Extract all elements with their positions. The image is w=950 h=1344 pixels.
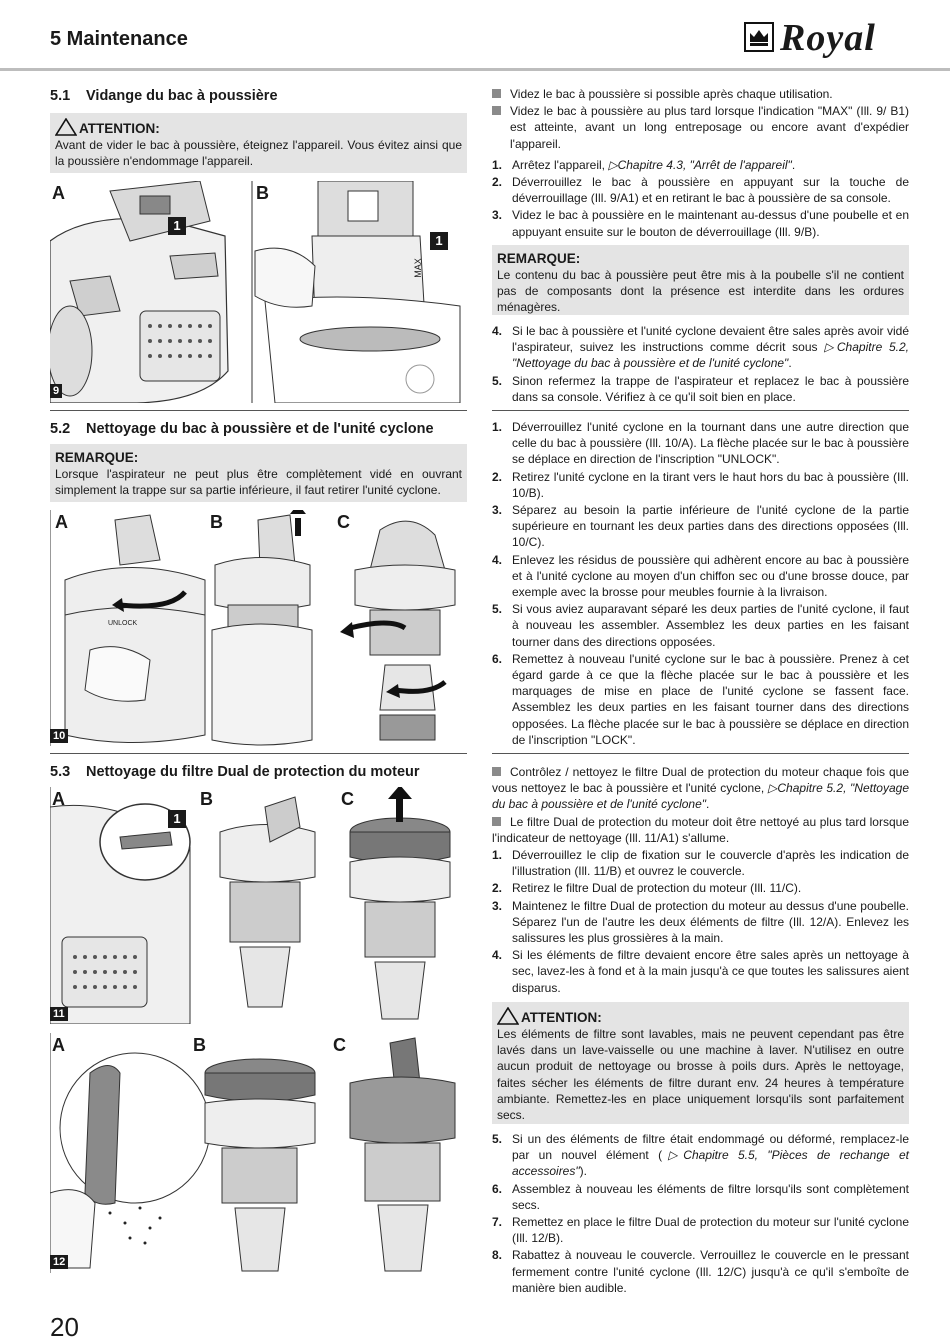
fig11-letter-c: C (341, 789, 354, 809)
fig9-letter-a: A (52, 183, 65, 203)
s52-step: 1. Déverrouillez l'unité cyclone en la tournant dans une autre direction que celle du bac à poussière (Ill. 10/A). La flèche placée sur le bac à poussière se déplace en direction de l'inscription "UNLOCK". (492, 420, 909, 467)
s53-step: 8. Rabattez à nouveau le couvercle. Verrouillez le couvercle en le pressant fermement contre l'unité cyclone (Ill. 12/C) jusqu'à ce qu'il s'emboîte de manière bien audible. (492, 1248, 909, 1295)
s53-step: 7. Remettez en place le filtre Dual de protection du moteur sur l'unité cyclone (Ill. 12/B). (492, 1215, 909, 1246)
divider (50, 753, 467, 754)
fig9-letter-b: B (256, 183, 269, 203)
divider (492, 753, 909, 754)
max-label: MAX (412, 258, 423, 278)
s51-right-text (492, 86, 909, 241)
s53-step: 4. Si les éléments de filtre devaient encore être sales après un nettoyage à sec, lavez-les à fond et à la main jusqu'à ce que toutes les salissures aient disparus. (492, 948, 909, 995)
s53-bullet: Le filtre Dual de protection du moteur doit être nettoyé au plus tard lorsque l'indicateur de nettoyage (Ill. 11/A1) s'allume. (492, 814, 909, 845)
fig11-callout-a1: 1 (168, 810, 186, 828)
fig9-number: 9 (50, 384, 62, 398)
chapter-title: 5 Maintenance (50, 28, 188, 50)
s53-step: 1. Déverrouillez le clip de fixation sur le couvercle d'après les indication de l'illustration (Ill. 11/B) et ouvrez le couvercle. (492, 848, 909, 879)
s53-warning-box (492, 1002, 909, 1124)
unlock-label: UNLOCK (108, 620, 138, 627)
figure-10 (50, 510, 461, 746)
note-title: REMARQUE: (497, 251, 581, 266)
fig12-letter-a: A (52, 1035, 65, 1055)
s51-bullet: Videz le bac à poussière si possible après chaque utilisation. (492, 86, 909, 102)
s53-right-text-2 (492, 1131, 909, 1297)
fig10-letter-c: C (337, 512, 350, 532)
warning-triangle-icon (497, 1007, 519, 1025)
s51-step: 3. Videz le bac à poussière en le maintenant au-dessus d'une poubelle et en appuyant ensuite sur le bouton de déverrouillage (Ill. 9/B). (492, 208, 909, 239)
fig9-callout-b1: 1 (430, 232, 448, 250)
fig11-letter-a: A (52, 789, 65, 809)
s51-step: 5. Sinon refermez la trappe de l'aspirateur et replacez le bac à poussière dans sa console. Vérifiez à ce qu'il soit bien en place. (492, 373, 909, 404)
s53-step: 5. Si un des éléments de filtre était endommagé ou déformé, remplacez-le par un nouvel élément (▷Chapitre 5.5, "Pièces de rechange et accessoires"). (492, 1132, 910, 1179)
s53-step: 2. Retirez le filtre Dual de protection du moteur (Ill. 11/C). (492, 881, 802, 896)
s52-step: 2. Retirez l'unité cyclone en la tirant vers le haut hors du bac à poussière (Ill. 10/B). (492, 469, 909, 500)
s51-step: 1. Arrêtez l'appareil, ▷Chapitre 4.3, "Arrêt de l'appareil". (492, 157, 796, 172)
page-header (0, 0, 950, 71)
brand-logo (744, 17, 910, 60)
s53-step: 3. Maintenez le filtre Dual de protection du moteur au dessus d'une poubelle. Séparez l'un de l'autre les deux éléments de filtre (Ill. 12/A). Enlevez les salissures les plus grossières à la main. (492, 898, 909, 946)
divider (50, 410, 467, 411)
warning-text: Avant de vider le bac à poussière, éteignez l'appareil. Vous évitez ainsi que la poussière n'endommage l'appareil. (55, 138, 462, 169)
note-title: REMARQUE: (55, 450, 139, 465)
s51-note-box (492, 245, 909, 315)
fig9-callout-a1: 1 (168, 217, 186, 235)
section-5-2-title: 5.2 Nettoyage du bac à poussière et de l'unité cyclone (50, 421, 434, 437)
fig10-number: 10 (50, 729, 68, 743)
warning-text: Les éléments de filtre sont lavables, mais ne peuvent cependant pas être lavés dans un lave-vaisselle ou une machine à laver. N'utilisez en outre aucun produit de nettoyage ou brosse à poils durs. Après le nettoyage, faites sécher les éléments de filtre durant env. 24 heures à température ambiante. Remettez-les en place uniquement lorsqu'ils sont parfaitement secs. (497, 1027, 904, 1123)
section-5-1-title: 5.1 Vidange du bac à poussière (50, 88, 278, 104)
fig12-number: 12 (50, 1255, 68, 1269)
fig11-number: 11 (50, 1007, 68, 1021)
note-text: Lorsque l'aspirateur ne peut plus être complètement vidé en ouvrant simplement la trappe sur sa partie inférieure, il faut retirer l'unité cyclone. (55, 467, 462, 498)
brand-name: Royal (780, 17, 876, 59)
s52-step: 4. Enlevez les résidus de poussière qui adhèrent encore au bac à poussière et à l'unité cyclone au moyen d'un chiffon sec ou d'une brosse douce, par exemple avec la brosse pour meubles fournie à la livraison. (492, 552, 909, 600)
s52-step: 3. Séparez au besoin la partie inférieure de l'unité cyclone de la partie supérieure en tournant les deux parties dans des directions opposées (Ill. 10/C). (492, 503, 909, 550)
fig12-letter-c: C (333, 1035, 346, 1055)
figure-9 (50, 181, 461, 403)
warning-title: ATTENTION: (79, 121, 160, 136)
fig10-letter-b: B (210, 512, 223, 532)
s51-warning-box (50, 113, 467, 173)
page-number: 20 (50, 1312, 79, 1342)
warning-title: ATTENTION: (521, 1010, 602, 1025)
fig11-letter-b: B (200, 789, 213, 809)
s52-step: 6. Remettez à nouveau l'unité cyclone sur le bac à poussière. Prenez à cet égard garde à ce que la flèche placée sur le bac à poussière et les marquages de mise en place de l'unité cyclone se fassent face. Assemblez les deux parties en les faisant tourner dans des directions opposées. La flèche placée sur le bac à poussière se déplace en direction de l'inscription "LOCK". (492, 651, 909, 747)
note-text: Le contenu du bac à poussière peut être mis à la poubelle s'il ne contient pas de composants dont la présence est interdite dans les ordures ménagères. (497, 268, 904, 315)
s53-right-text (492, 764, 909, 997)
fig12-letter-b: B (193, 1035, 206, 1055)
figure-12 (50, 1033, 467, 1273)
s53-bullet: Contrôlez / nettoyez le filtre Dual de protection du moteur chaque fois que vous nettoyez le bac à poussière et l'unité cyclone, ▷Chapitre 5.2, "Nettoyage du bac à poussière et de l'unité cyclone". (492, 765, 910, 812)
section-5-3-title: 5.3 Nettoyage du filtre Dual de protection du moteur (50, 764, 420, 780)
s52-step: 5. Si vous aviez auparavant séparé les deux parties de l'unité cyclone, il faut à nouveau les assembler. Assemblez les deux parties en les faisant tourner dans des directions opposées. (492, 602, 909, 649)
warning-triangle-icon (55, 118, 77, 136)
s51-right-text-2 (492, 323, 909, 406)
figure-11 (50, 787, 467, 1024)
crown-icon (744, 22, 774, 52)
s51-bullet: Videz le bac à poussière au plus tard lorsque l'indication "MAX" (Ill. 9/ B1) est atteinte, avant un long entreposage ou encore avant d'expédier l'appareil. (492, 103, 909, 152)
s52-note-box (50, 444, 467, 502)
s53-step: 6. Assemblez à nouveau les éléments de filtre lorsqu'ils sont complètement secs. (492, 1181, 909, 1212)
s52-right-text (492, 419, 909, 749)
divider (492, 410, 909, 411)
s51-step: 4. Si le bac à poussière et l'unité cyclone devaient être sales après avoir vidé l'aspirateur, suivez les instructions comme décrit sous ▷Chapitre 5.2, "Nettoyage du bac à poussière et de l'unité cyclone". (492, 324, 909, 371)
fig10-letter-a: A (55, 512, 68, 532)
s51-step: 2. Déverrouillez le bac à poussière en appuyant sur la touche de déverrouillage (Ill. 9/A1) et en retirant le bac à poussière de sa console. (492, 175, 909, 206)
